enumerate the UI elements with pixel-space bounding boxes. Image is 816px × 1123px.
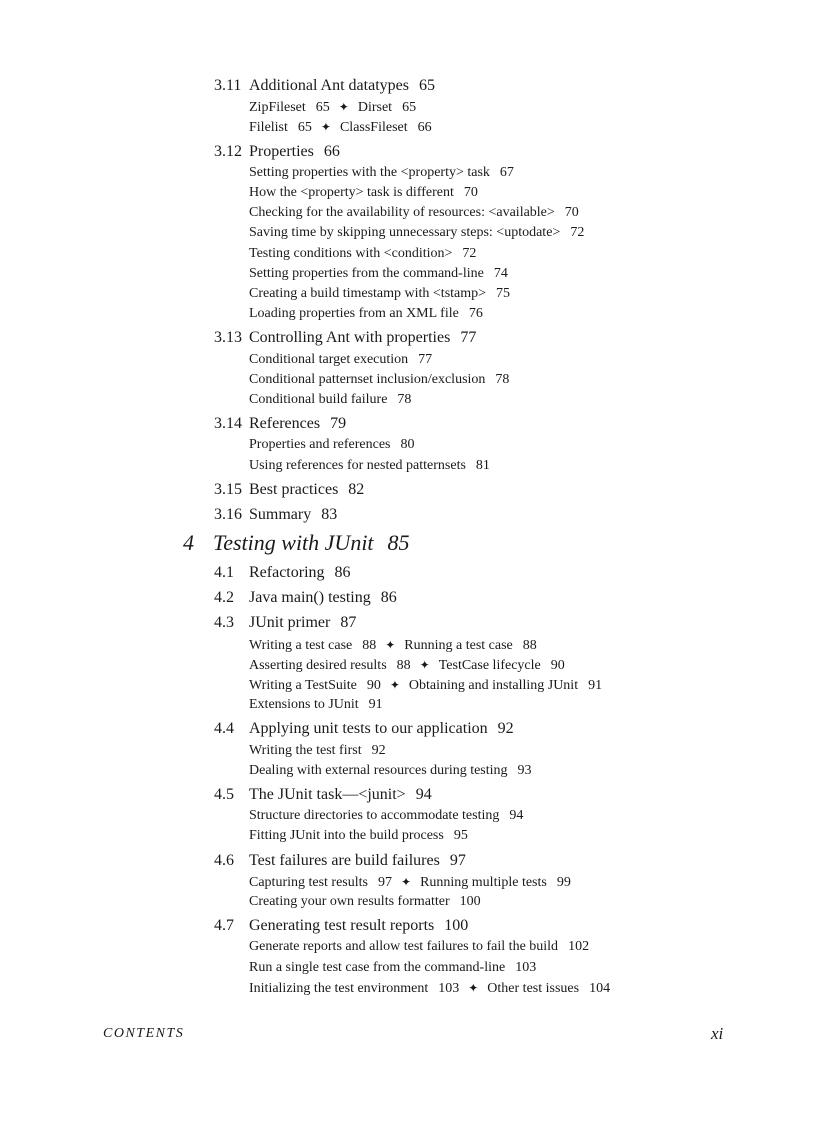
- subsection-entry[interactable]: [249, 762, 532, 780]
- subsection-title: ZipFileset: [249, 100, 306, 116]
- section-number: 3.12: [214, 142, 242, 160]
- separator-glyph: ✦: [338, 100, 349, 115]
- subsection-title: Checking for the availability of resources: <available>: [249, 205, 555, 221]
- section-entry[interactable]: [214, 851, 466, 871]
- chapter-number: 4: [183, 530, 194, 555]
- section-title: Applying unit tests to our application: [249, 720, 488, 738]
- subsection-page: 100: [459, 894, 481, 909]
- subsection-page: 103: [515, 959, 537, 975]
- section-page: 94: [415, 786, 432, 803]
- section-page: 82: [348, 480, 365, 498]
- subsection-title: Generate reports and allow test failures to fail the build: [249, 939, 559, 955]
- section-title: Test failures are build failures: [249, 851, 440, 869]
- subsection-title: Conditional target execution: [249, 351, 409, 367]
- subsection-entry[interactable]: [249, 807, 523, 825]
- subsection-title: Dirset: [357, 100, 393, 116]
- subsection-title: Writing a TestSuite: [249, 678, 357, 693]
- subsection-page: 67: [499, 164, 514, 180]
- section-entry[interactable]: [214, 563, 351, 583]
- subsection-page: 72: [462, 245, 477, 261]
- section-entry[interactable]: [214, 719, 514, 739]
- subsection-title: Asserting desired results: [249, 657, 387, 673]
- section-title: Additional Ant datatypes: [249, 77, 409, 94]
- subsection-page: 97: [378, 874, 392, 890]
- subsection-entry[interactable]: [249, 938, 589, 956]
- subsection-entry[interactable]: [249, 391, 411, 409]
- section-number: 4.2: [214, 589, 234, 607]
- subsection-title: Using references for nested patternsets: [249, 457, 466, 473]
- subsection-page: 91: [368, 697, 383, 713]
- running-footer: CONTENTS: [103, 1026, 185, 1041]
- section-title: JUnit primer: [249, 614, 331, 632]
- subsection-page: 77: [418, 351, 433, 367]
- section-number: 4.4: [214, 720, 234, 738]
- subsection-title: Other test issues: [487, 980, 580, 996]
- subsection-entry[interactable]: [249, 224, 584, 242]
- subsection-entry[interactable]: [249, 436, 414, 454]
- section-page: 79: [330, 415, 347, 433]
- section-entry[interactable]: [214, 785, 432, 805]
- separator-glyph: ✦: [320, 120, 331, 135]
- section-title: Summary: [249, 506, 312, 523]
- subsection-page: 95: [453, 828, 468, 844]
- subsection-entry[interactable]: [249, 184, 478, 202]
- subsection-title: How the <property> task is different: [249, 185, 454, 200]
- subsection-entry[interactable]: [249, 676, 602, 695]
- subsection-entry[interactable]: [249, 351, 432, 369]
- subsection-page: 65: [297, 120, 312, 136]
- page-number: xi: [711, 1024, 724, 1043]
- section-page: 87: [340, 614, 357, 632]
- section-page: 65: [418, 77, 435, 94]
- section-title: References: [249, 415, 321, 433]
- section-entry[interactable]: [214, 142, 340, 162]
- subsection-title: Initializing the test environment: [249, 980, 429, 996]
- subsection-title: Setting properties from the command-line: [249, 265, 484, 281]
- separator-glyph: ✦: [385, 637, 396, 652]
- subsection-entry[interactable]: [249, 265, 508, 283]
- subsection-page: 65: [402, 100, 417, 116]
- subsection-title: Running a test case: [404, 637, 513, 653]
- section-page: 92: [497, 720, 514, 738]
- subsection-entry[interactable]: [249, 164, 514, 182]
- subsection-title: Testing conditions with <condition>: [249, 245, 453, 261]
- subsection-title: Conditional patternset inclusion/exclusion: [249, 371, 486, 387]
- section-entry[interactable]: [214, 613, 356, 633]
- section-number: 4.1: [214, 564, 234, 581]
- section-title: Best practices: [249, 480, 339, 498]
- subsection-entry[interactable]: [249, 245, 476, 263]
- section-number: 4.6: [214, 851, 234, 869]
- subsection-entry[interactable]: [249, 893, 481, 911]
- section-title: Refactoring: [249, 564, 325, 581]
- section-number: 3.14: [214, 415, 242, 433]
- subsection-title: Extensions to JUnit: [249, 697, 359, 713]
- section-title: The JUnit task—<junit>: [249, 786, 406, 803]
- section-number: 3.16: [214, 506, 242, 523]
- subsection-title: Capturing test results: [249, 874, 368, 890]
- chapter-page: 85: [387, 530, 410, 555]
- subsection-entry[interactable]: [249, 979, 610, 998]
- subsection-entry[interactable]: [249, 636, 537, 655]
- section-title: Controlling Ant with properties: [249, 329, 451, 347]
- section-title: Generating test result reports: [249, 917, 435, 935]
- subsection-title: Writing the test first: [249, 742, 362, 758]
- subsection-entry[interactable]: [249, 827, 468, 845]
- subsection-title: Setting properties with the <property> task: [249, 164, 490, 180]
- subsection-page: 78: [397, 392, 412, 407]
- section-entry[interactable]: [214, 328, 476, 348]
- subsection-entry[interactable]: [249, 959, 536, 977]
- section-number: 3.15: [214, 480, 242, 498]
- subsection-entry[interactable]: [249, 98, 416, 117]
- subsection-title: Conditional build failure: [249, 392, 388, 407]
- subsection-title: Run a single test case from the command-line: [249, 959, 506, 975]
- subsection-title: Running multiple tests: [420, 874, 547, 890]
- subsection-page: 65: [315, 100, 330, 116]
- section-page: 100: [444, 917, 469, 935]
- subsection-page: 78: [495, 371, 510, 387]
- section-number: 4.7: [214, 917, 234, 935]
- subsection-page: 88: [396, 657, 411, 673]
- subsection-page: 70: [463, 185, 478, 200]
- subsection-entry[interactable]: [249, 371, 509, 389]
- subsection-page: 88: [522, 637, 537, 653]
- subsection-title: Obtaining and installing JUnit: [408, 678, 579, 693]
- section-title: Java main() testing: [249, 589, 371, 607]
- subsection-title: Structure directories to accommodate testing: [249, 808, 500, 824]
- section-page: 66: [323, 142, 340, 160]
- section-entry[interactable]: [214, 505, 337, 525]
- subsection-title: Dealing with external resources during testing: [249, 762, 508, 778]
- section-page: 86: [334, 564, 351, 581]
- section-page: 97: [449, 851, 466, 869]
- subsection-page: 102: [568, 939, 590, 955]
- subsection-title: Properties and references: [249, 437, 391, 453]
- subsection-page: 66: [417, 120, 432, 136]
- subsection-title: TestCase lifecycle: [438, 657, 541, 673]
- subsection-page: 90: [550, 657, 565, 673]
- subsection-page: 74: [493, 265, 508, 281]
- subsection-entry[interactable]: [249, 305, 483, 323]
- subsection-page: 94: [509, 808, 524, 824]
- section-entry[interactable]: [214, 916, 468, 936]
- subsection-title: Loading properties from an XML file: [249, 306, 459, 322]
- subsection-page: 93: [517, 762, 532, 778]
- subsection-entry[interactable]: [249, 204, 579, 222]
- subsection-page: 81: [475, 457, 490, 473]
- subsection-page: 104: [589, 980, 611, 996]
- section-page: 83: [321, 506, 338, 523]
- separator-glyph: ✦: [401, 874, 412, 889]
- section-page: 77: [460, 329, 477, 347]
- subsection-page: 80: [400, 437, 415, 453]
- subsection-page: 75: [496, 286, 511, 301]
- section-title: Properties: [249, 142, 314, 160]
- subsection-page: 99: [556, 874, 571, 890]
- separator-glyph: ✦: [419, 657, 430, 672]
- section-number: 3.11: [214, 77, 242, 94]
- subsection-entry[interactable]: [249, 696, 383, 714]
- chapter-title: Testing with JUnit: [213, 530, 374, 555]
- subsection-title: Saving time by skipping unnecessary steps: <uptodate>: [249, 225, 561, 241]
- subsection-title: Creating your own results formatter: [249, 894, 450, 909]
- section-entry[interactable]: [214, 76, 435, 96]
- subsection-page: 103: [438, 980, 460, 996]
- subsection-page: 88: [362, 637, 377, 653]
- separator-glyph: ✦: [468, 980, 479, 995]
- subsection-title: Fitting JUnit into the build process: [249, 828, 444, 844]
- subsection-title: Creating a build timestamp with <tstamp>: [249, 286, 487, 301]
- subsection-entry[interactable]: [249, 873, 571, 892]
- subsection-title: Writing a test case: [249, 637, 353, 653]
- subsection-page: 76: [468, 306, 483, 322]
- subsection-entry[interactable]: [249, 742, 386, 760]
- subsection-page: 90: [366, 678, 381, 693]
- section-entry[interactable]: [214, 588, 397, 608]
- subsection-page: 70: [564, 205, 579, 221]
- subsection-entry[interactable]: [249, 285, 510, 303]
- separator-glyph: ✦: [389, 678, 400, 692]
- section-number: 4.5: [214, 786, 234, 803]
- subsection-entry[interactable]: [249, 656, 565, 675]
- subsection-page: 92: [371, 742, 386, 758]
- subsection-title: ClassFileset: [339, 120, 408, 136]
- section-entry[interactable]: [214, 414, 346, 434]
- subsection-title: Filelist: [249, 120, 288, 136]
- subsection-entry[interactable]: [249, 457, 490, 475]
- section-number: 4.3: [214, 614, 234, 632]
- section-entry[interactable]: [214, 480, 364, 500]
- section-number: 3.13: [214, 329, 242, 347]
- subsection-page: 72: [570, 225, 585, 241]
- section-page: 86: [380, 589, 397, 607]
- subsection-entry[interactable]: [249, 118, 432, 137]
- chapter-heading[interactable]: [183, 528, 410, 558]
- subsection-page: 91: [588, 678, 603, 693]
